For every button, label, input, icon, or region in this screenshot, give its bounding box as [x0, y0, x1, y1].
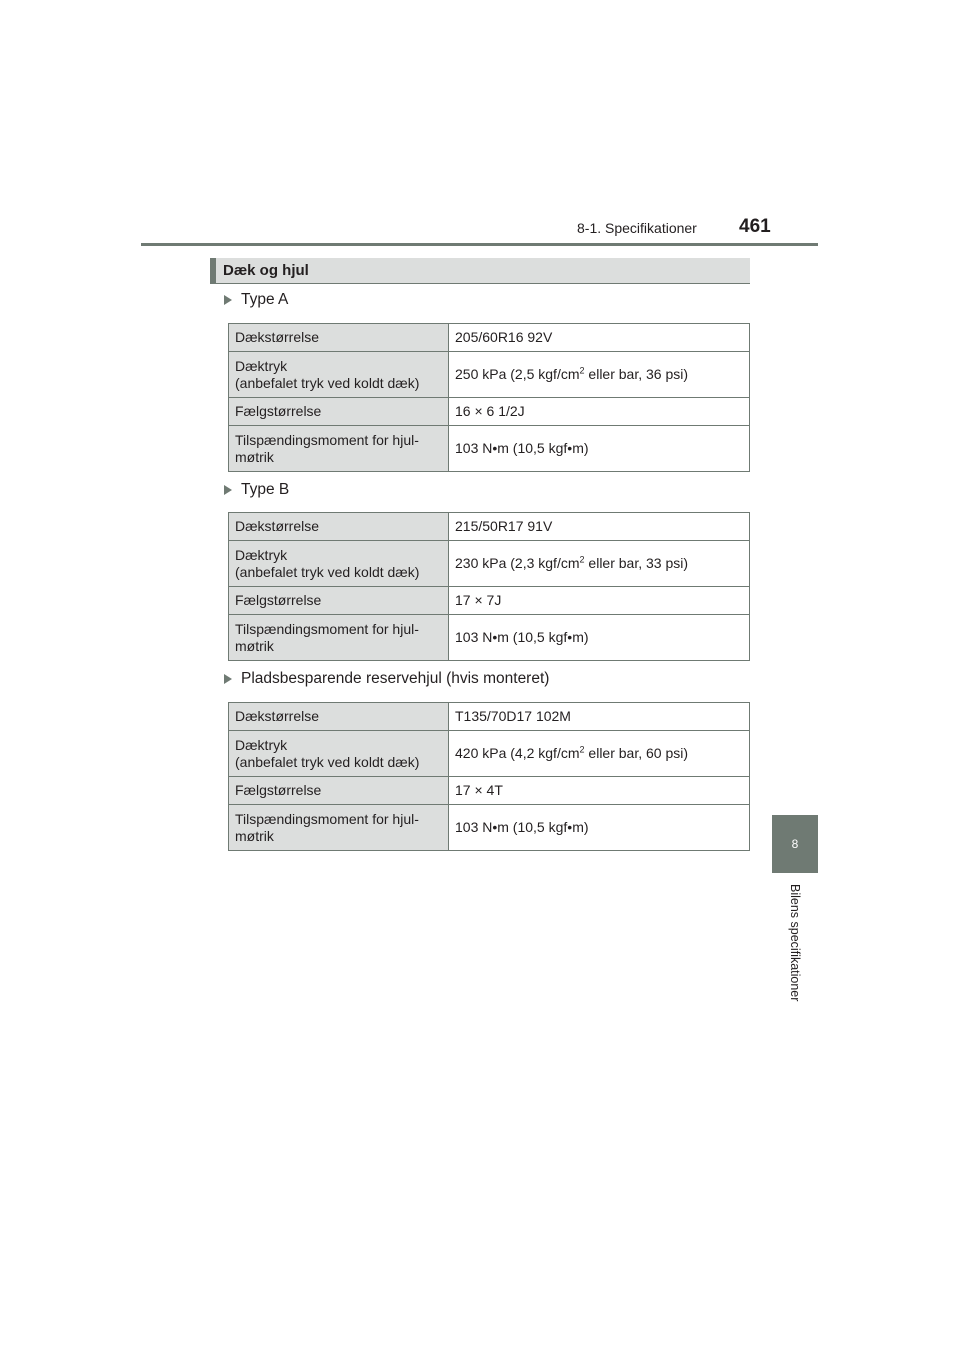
- spare-wheel-heading: [224, 670, 549, 688]
- type-b-heading: [224, 481, 289, 499]
- triangle-bullet-icon: [224, 674, 232, 684]
- row-value: 250 kPa (2,5 kgf/$cm^2$ eller bar, 36 psi): [449, 352, 750, 398]
- row-label: Tilspændingsmoment for hjul- møtrik: [229, 615, 449, 661]
- row-label: Dæktryk (anbefalet tryk ved koldt dæk): [229, 541, 449, 587]
- row-value: 103 N•m (10,5 kgf•m): [449, 426, 750, 472]
- triangle-bullet-icon: [224, 485, 232, 495]
- row-label: Fælgstørrelse: [229, 398, 449, 426]
- row-value: 17 × 7J: [449, 587, 750, 615]
- row-value: 205/60R16 92V: [449, 324, 750, 352]
- row-value: 420 kPa (4,2 kgf/$cm^2$ eller bar, 60 psi): [449, 731, 750, 777]
- table-row: [229, 426, 750, 472]
- table-row: [229, 352, 750, 398]
- row-label: Dæktryk (anbefalet tryk ved koldt dæk): [229, 352, 449, 398]
- table-row: [229, 541, 750, 587]
- table-row: [229, 324, 750, 352]
- row-value: 215/50R17 91V: [449, 513, 750, 541]
- spec-table-type-a: [228, 323, 750, 472]
- row-value: 230 kPa (2,3 kgf/$cm^2$ eller bar, 33 psi): [449, 541, 750, 587]
- section-accent: [210, 258, 216, 283]
- spec-table-spare-wheel: [228, 702, 750, 851]
- table-row: [229, 398, 750, 426]
- row-value: 17 × 4T: [449, 777, 750, 805]
- section-header: [210, 258, 750, 284]
- triangle-bullet-icon: [224, 295, 232, 305]
- header-divider: [141, 243, 818, 246]
- row-value: 103 N•m (10,5 kgf•m): [449, 615, 750, 661]
- type-b-heading-text: Type B: [241, 481, 290, 498]
- row-label: Dækstørrelse: [229, 513, 449, 541]
- table-row: [229, 777, 750, 805]
- row-value: T135/70D17 102M: [449, 703, 750, 731]
- table-row: [229, 731, 750, 777]
- row-label: Dæktryk (anbefalet tryk ved koldt dæk): [229, 731, 449, 777]
- row-label: Dækstørrelse: [229, 703, 449, 731]
- page-number: 461: [739, 216, 771, 237]
- row-label: Tilspændingsmoment for hjul- møtrik: [229, 426, 449, 472]
- section-title: Dæk og hjul: [223, 262, 309, 279]
- table-row: [229, 805, 750, 851]
- type-a-heading-text: Type A: [241, 291, 289, 308]
- chapter-label: Bilens specifikationer: [788, 884, 802, 1002]
- row-value: 103 N•m (10,5 kgf•m): [449, 805, 750, 851]
- table-row: [229, 703, 750, 731]
- row-label: Fælgstørrelse: [229, 777, 449, 805]
- table-row: [229, 587, 750, 615]
- spare-wheel-heading-text: Pladsbesparende reservehjul (hvis monteret): [241, 670, 550, 687]
- table-row: [229, 615, 750, 661]
- spec-table-type-b: [228, 512, 750, 661]
- type-a-heading: [224, 291, 288, 309]
- chapter-number: 8: [791, 837, 799, 851]
- header-section-title: 8-1. Specifikationer: [577, 220, 697, 236]
- table-row: [229, 513, 750, 541]
- row-label: Tilspændingsmoment for hjul- møtrik: [229, 805, 449, 851]
- chapter-tab[interactable]: [772, 815, 818, 873]
- row-value: 16 × 6 1/2J: [449, 398, 750, 426]
- row-label: Dækstørrelse: [229, 324, 449, 352]
- row-label: Fælgstørrelse: [229, 587, 449, 615]
